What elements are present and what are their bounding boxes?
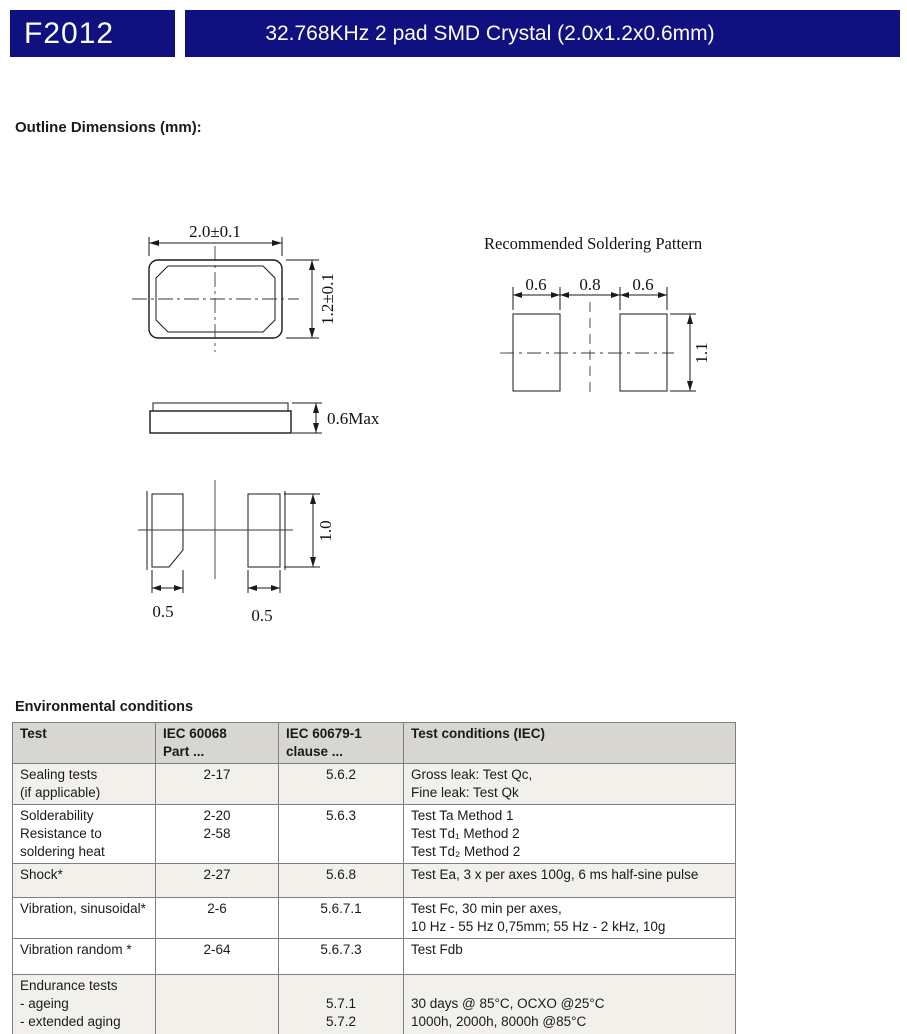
table-row-vibration-sinusoidal [13,898,736,939]
outline-section-title: Outline Dimensions (mm): [15,119,202,136]
solder-gap-dim: 0.8 [579,275,601,294]
cell-conditions: 30 days @ 85°C, OCXO @25°C 1000h, 2000h, 8000h @85°C [404,975,736,1034]
cell-clause: 5.7.1 5.7.2 [279,975,404,1034]
cell-part: 2-64 [156,939,279,975]
table-row-endurance-tests [13,975,736,1034]
header-iec-60068-part: IEC 60068 Part ... [156,723,279,764]
table-row-solderability [13,805,736,864]
table-row-shock [13,864,736,898]
product-model-box [10,10,175,57]
top-view-height-dim: 1.2±0.1 [318,273,337,325]
side-view-thickness-dim: 0.6Max [327,409,380,428]
header-test-conditions: Test conditions (IEC) [404,723,736,764]
cell-test: Solderability Resistance to soldering heat [13,805,156,864]
crystal-top-view [132,222,337,352]
cell-test: Sealing tests (if applicable) [13,764,156,805]
cell-conditions: Test Ea, 3 x per axes 100g, 6 ms half-sine pulse [404,864,736,898]
cell-part [156,975,279,1034]
solder-pad-left [513,314,560,391]
cell-clause: 5.6.2 [279,764,404,805]
cell-part: 2-20 2-58 [156,805,279,864]
solder-pad-width-left-dim: 0.6 [525,275,547,294]
bottom-view-pad-length-dim: 1.0 [316,520,335,542]
cell-clause: 5.6.7.1 [279,898,404,939]
top-view-width-dim: 2.0±0.1 [189,222,241,241]
crystal-bottom-view [138,480,335,625]
soldering-pattern [484,234,711,398]
table-row-sealing-tests [13,764,736,805]
cell-part: 2-17 [156,764,279,805]
header-iec-60679-clause: IEC 60679-1 clause ... [279,723,404,764]
solder-pad-right [620,314,667,391]
bottom-view-pad-width-left-dim: 0.5 [152,602,174,621]
table-row-vibration-random [13,939,736,975]
bottom-pad-right [248,494,280,567]
cell-test: Vibration random * [13,939,156,975]
cell-clause: 5.6.3 [279,805,404,864]
cell-test: Shock* [13,864,156,898]
solder-pad-width-right-dim: 0.6 [632,275,654,294]
environmental-conditions-table [12,722,736,1034]
header-test: Test [13,723,156,764]
environmental-section-title: Environmental conditions [15,699,194,715]
page-title-banner [185,10,900,57]
cell-clause: 5.6.8 [279,864,404,898]
crystal-side-view [150,403,380,433]
cell-part: 2-6 [156,898,279,939]
cell-test: Vibration, sinusoidal* [13,898,156,939]
page-title-label: 32.768KHz 2 pad SMD Crystal (2.0x1.2x0.6mm) [265,21,715,45]
cell-conditions: Gross leak: Test Qc, Fine leak: Test Qk [404,764,736,805]
bottom-pad-left [152,494,183,567]
outline-drawings [0,155,907,705]
cell-clause: 5.6.7.3 [279,939,404,975]
cell-part: 2-27 [156,864,279,898]
cell-conditions: Test Fdb [404,939,736,975]
soldering-pattern-title: Recommended Soldering Pattern [484,234,703,253]
product-model-label: F2012 [24,16,115,50]
cell-conditions: Test Ta Method 1 Test Td₁ Method 2 Test Td₂ Method 2 [404,805,736,864]
cell-conditions: Test Fc, 30 min per axes, 10 Hz - 55 Hz 0,75mm; 55 Hz - 2 kHz, 10g [404,898,736,939]
cell-test: Endurance tests - ageing - extended aging [13,975,156,1034]
solder-pad-height-dim: 1.1 [692,342,711,364]
table-header-row [13,723,736,764]
bottom-view-pad-width-right-dim: 0.5 [251,606,273,625]
